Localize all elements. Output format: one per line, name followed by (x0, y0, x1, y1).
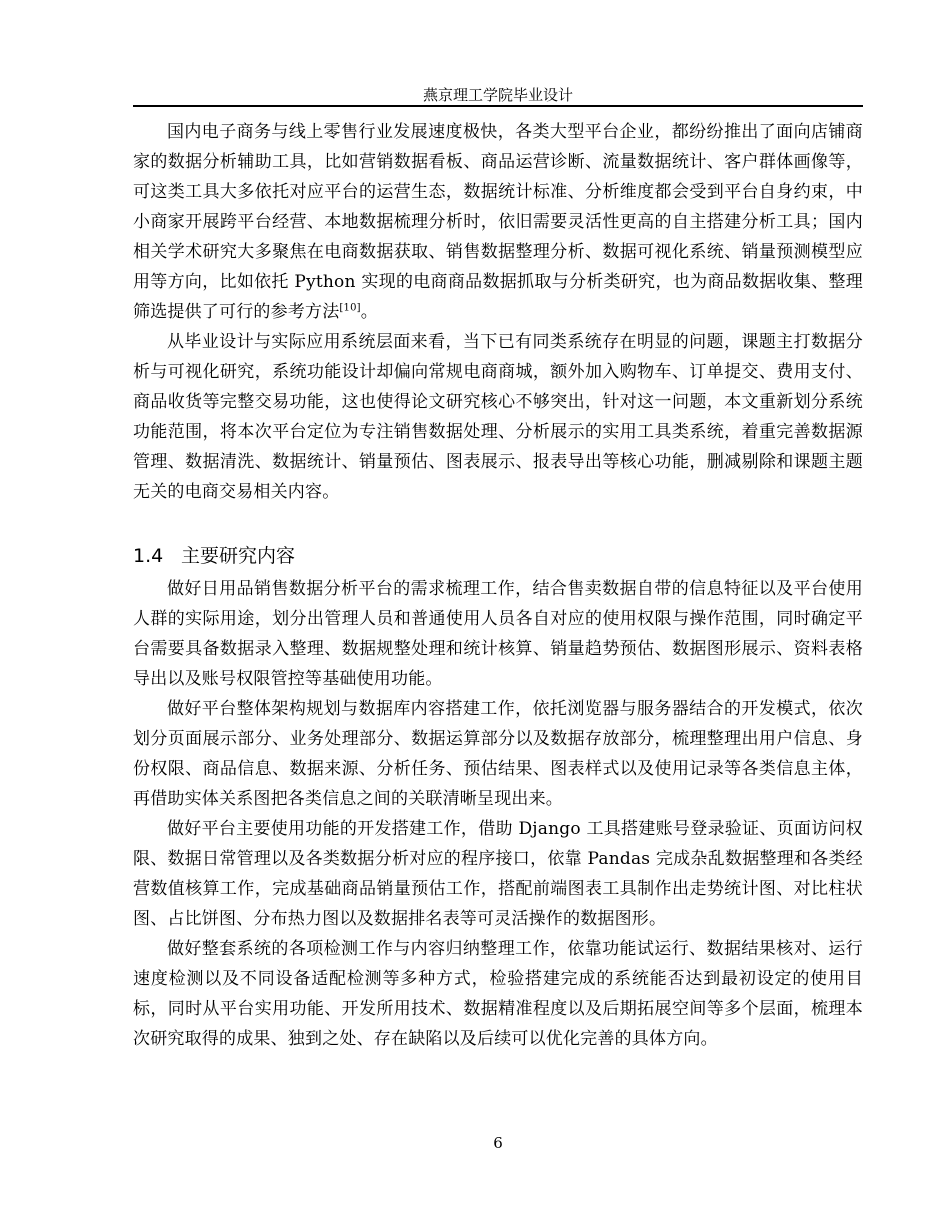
header-divider (133, 105, 863, 107)
body-content (133, 117, 863, 1054)
section-heading (133, 540, 863, 572)
paragraph-tail: 。 (360, 302, 378, 322)
citation-marker: [10] (339, 302, 361, 314)
page-number: 6 (493, 1134, 503, 1152)
body-paragraph: 做好日用品销售数据分析平台的需求梳理工作，结合售卖数据自带的信息特征以及平台使用人群的实际用途，划分出管理人员和普通使用人员各自对应的使用权限与操作范围，同时确定平台需要具备数据录入整理、数据规整处理和统计核算、销量趋势预估、数据图形展示、资料表格导出以及账号权限管控等基础使用功能。 (133, 579, 863, 689)
body-paragraph: 做好整套系统的各项检测工作与内容归纳整理工作，依靠功能试运行、数据结果核对、运行速度检测以及不同设备适配检测等多种方式，检验搭建完成的系统能否达到最初设定的使用目标，同时从平台实用功能、开发所用技术、数据精准程度以及后期拓展空间等多个层面，梳理本次研究取得的成果、独到之处、存在缺陷以及后续可以优化完善的具体方向。 (133, 939, 863, 1049)
section-number: 1.4 (133, 545, 164, 567)
body-paragraph (133, 117, 863, 327)
body-paragraph: 做好平台主要使用功能的开发搭建工作，借助 Django 工具搭建账号登录验证、页面访问权限、数据日常管理以及各类数据分析对应的程序接口，依靠 Pandas 完成杂乱数据整理和各类经营数值核算工作，完成基础商品销量预估工作，搭配前端图表工具制作出走势统计图、对比柱状图、占比饼图、分布热力图以及数据排名表等可灵活操作的数据图形。 (133, 819, 863, 929)
running-header: 燕京理工学院毕业设计 (422, 86, 573, 104)
section-title: 主要研究内容 (181, 545, 296, 567)
body-paragraph: 做好平台整体架构规划与数据库内容搭建工作，依托浏览器与服务器结合的开发模式，依次划分页面展示部分、业务处理部分、数据运算部分以及数据存放部分，梳理整理出用户信息、身份权限、商品信息、数据来源、分析任务、预估结果、图表样式以及使用记录等各类信息主体，再借助实体关系图把各类信息之间的关联清晰呈现出来。 (133, 699, 863, 809)
paragraph-text: 国内电子商务与线上零售行业发展速度极快，各类大型平台企业，都纷纷推出了面向店铺商家的数据分析辅助工具，比如营销数据看板、商品运营诊断、流量数据统计、客户群体画像等，可这类工具大多依托对应平台的运营生态，数据统计标准、分析维度都会受到平台自身约束，中小商家开展跨平台经营、本地数据梳理分析时，依旧需要灵活性更高的自主搭建分析工具；国内相关学术研究大多聚焦在电商数据获取、销售数据整理分析、数据可视化系统、销量预测模型应用等方向，比如依托 Python 实现的电商商品数据抓取与分析类研究，也为商品数据收集、整理筛选提供了可行的参考方法 (133, 122, 863, 322)
body-paragraph: 从毕业设计与实际应用系统层面来看，当下已有同类系统存在明显的问题，课题主打数据分析与可视化研究，系统功能设计却偏向常规电商商城，额外加入购物车、订单提交、费用支付、商品收货等完整交易功能，这也使得论文研究核心不够突出，针对这一问题，本文重新划分系统功能范围，将本次平台定位为专注销售数据处理、分析展示的实用工具类系统，着重完善数据源管理、数据清洗、数据统计、销量预估、图表展示、报表导出等核心功能，删减剔除和课题主题无关的电商交易相关内容。 (133, 332, 863, 502)
